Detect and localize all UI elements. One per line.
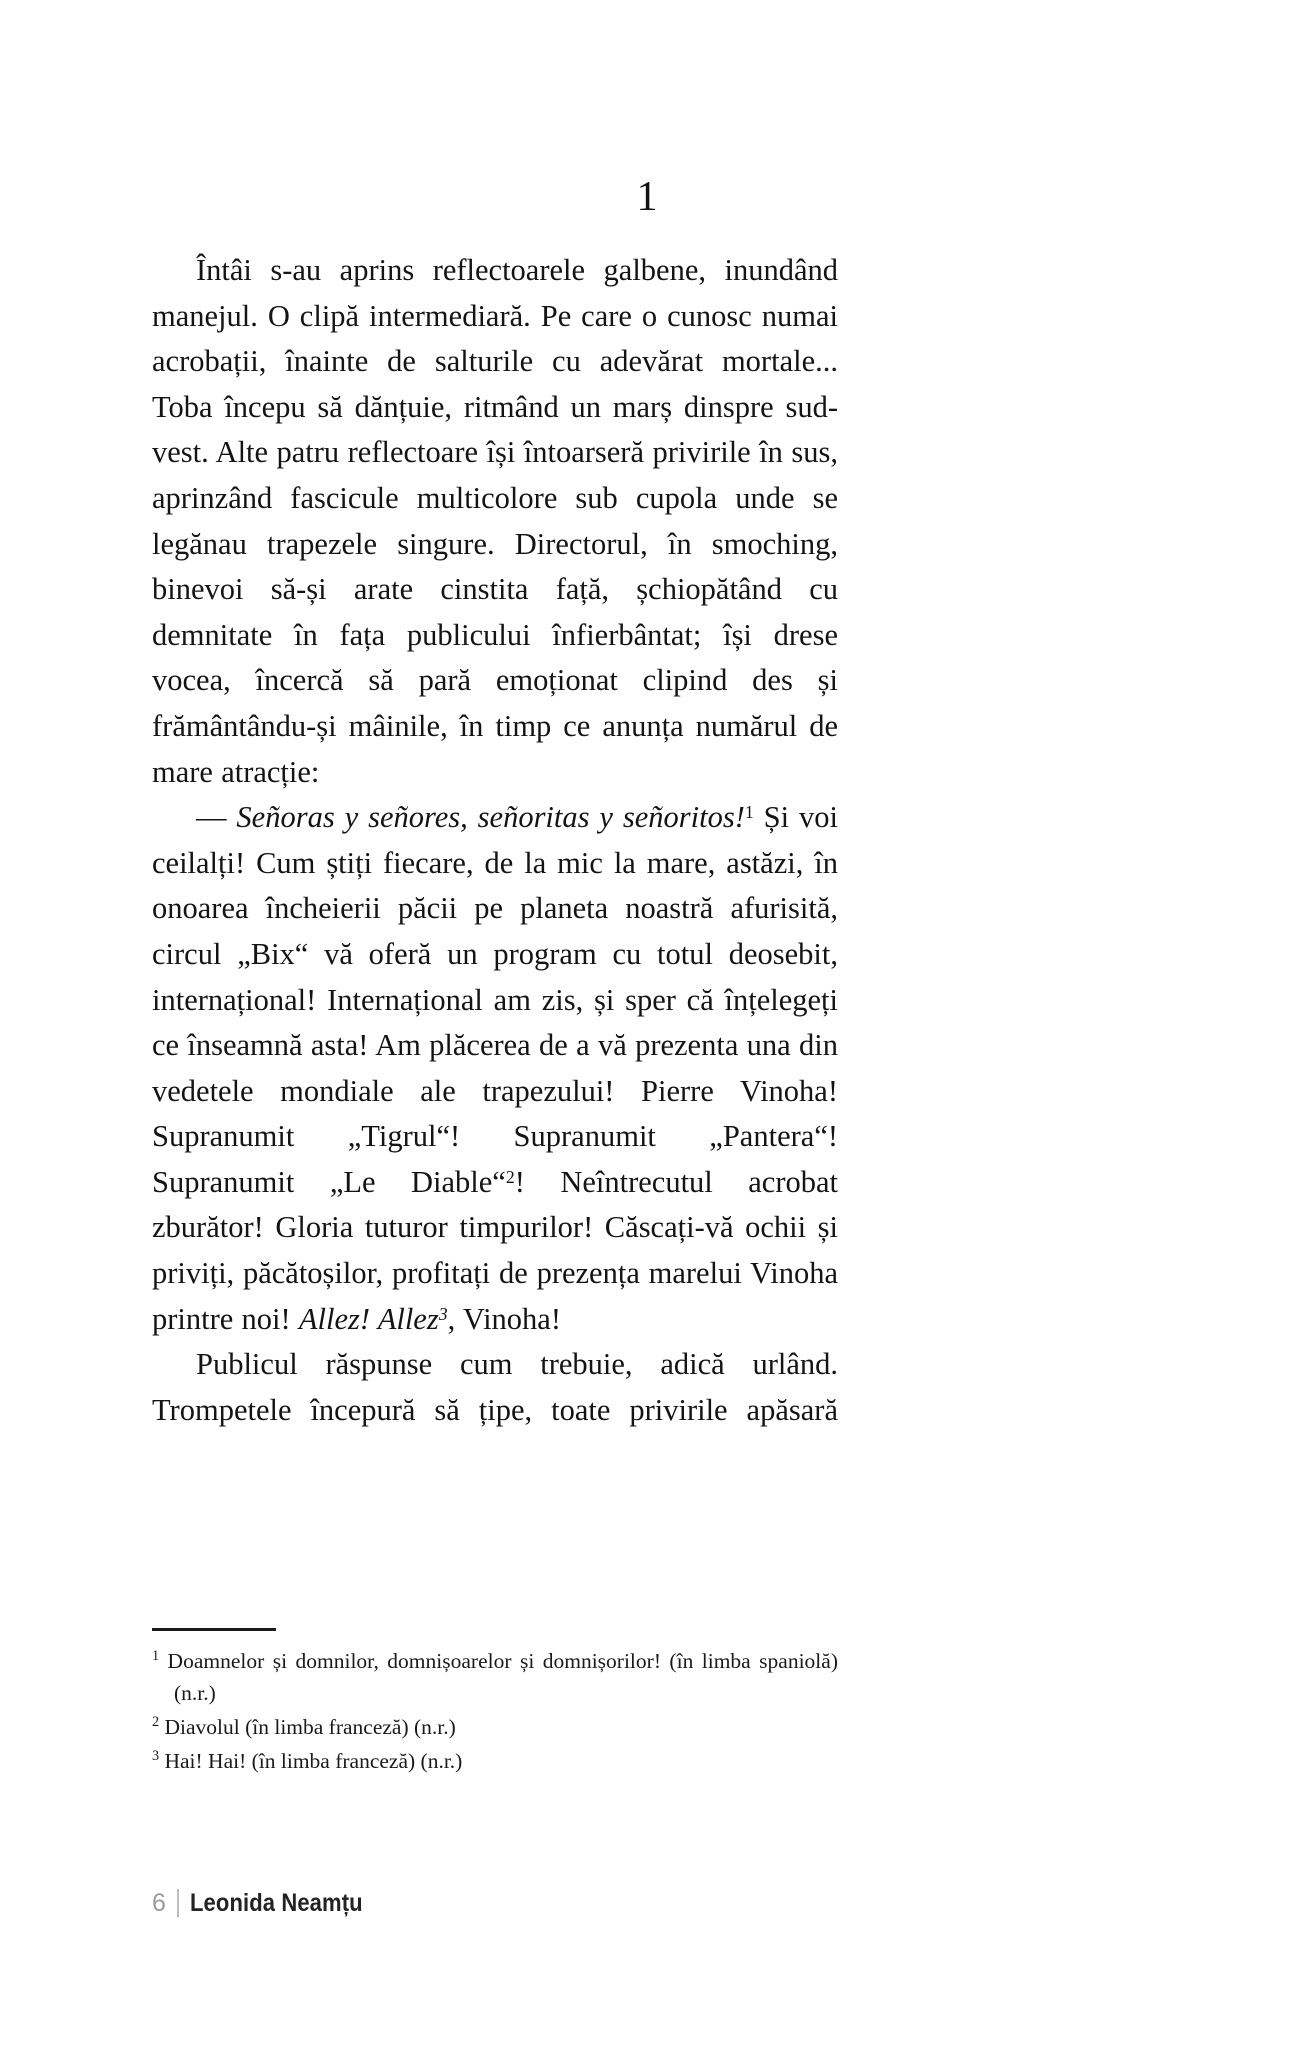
footnote-text: Hai! Hai! (în limba franceză) (n.r.) bbox=[164, 1749, 463, 1773]
paragraph-2 bbox=[152, 795, 838, 1342]
paragraph-2-text: Și voi ceilalți! Cum știți fiecare, de la mic la mare, astăzi, în onoarea încheierii păcii pe planeta noastră afurisită, circul „Bix“ vă oferă un program cu totul deosebit, internațional! Internațional am zis, și sper că înțelegeți ce înseamnă asta! Am plăcerea de a vă prezenta una din vedetele mondiale ale trapezului! Pierre Vinoha! Supranumit „Tigrul“! Supranumit „Pantera“! Supranumit „Le Diable“ bbox=[152, 800, 838, 1199]
spanish-greeting-italic: Señoras y señores, señoritas y señoritos! bbox=[236, 800, 745, 835]
paragraph-1-text: Întâi s-au aprins reflectoarele galbene, inundând manejul. O clipă intermediară. Pe care o cunosc numai acrobații, înainte de salturile cu adevărat mortale... Toba începu să dănțuie, ritmând un marș dinspre sud-vest. Alte patru reflectoare își întoarseră privirile în sus, aprinzând fascicule multicolore sub cupola unde se legănau trapezele singure. Directorul, în smoching, binevoi să-și arate cinstita față, șchiopătând cu demnitate în fața publicului înfierbântat; își drese vocea, încercă să pară emoționat clipind des și frământându-și mâinile, în timp ce anunța numărul de mare atracție: bbox=[152, 253, 838, 789]
em-dash: — bbox=[196, 800, 227, 835]
author-name: Leonida Neamțu bbox=[190, 1889, 363, 1917]
footnote-item bbox=[152, 1645, 838, 1709]
paragraph-2-text-tail: , Vinoha! bbox=[447, 1301, 561, 1336]
footnote-number: 3 bbox=[152, 1748, 160, 1765]
footnote-number: 1 bbox=[152, 1648, 160, 1665]
footnote-separator-rule bbox=[152, 1628, 276, 1631]
footnote-marker-3[interactable]: 3 bbox=[438, 1303, 448, 1324]
body-text-column bbox=[152, 248, 838, 1479]
footnote-number: 2 bbox=[152, 1714, 160, 1731]
footnotes-section bbox=[152, 1628, 838, 1779]
page-footer bbox=[152, 1888, 386, 1918]
paragraph-3-text: Publicul răspunse cum trebuie, adică urlând. Trompetele începură să țipe, toate privirile apăsară bbox=[152, 1347, 838, 1427]
footnote-text: Doamnelor și domnilor, domnișoarelor și domnișorilor! (în limba spaniolă) (n.r.) bbox=[167, 1649, 838, 1705]
paragraph-2-text-continued: ! Neîntrecutul acrobat zburător! Gloria tuturor timpurilor! Căscați-vă ochii și priviți, păcătoșilor, profitați de prezența marelui Vinoha printre noi! bbox=[152, 1164, 838, 1336]
footnote-item bbox=[152, 1745, 838, 1777]
page-number: 6 bbox=[152, 1889, 167, 1917]
footnote-marker-2[interactable]: 2 bbox=[505, 1166, 515, 1187]
paragraph-3 bbox=[152, 1342, 838, 1479]
chapter-number: 1 bbox=[636, 174, 658, 220]
footnote-item bbox=[152, 1711, 838, 1743]
allez-italic: Allez! Allez bbox=[298, 1301, 439, 1336]
footnote-text: Diavolul (în limba franceză) (n.r.) bbox=[164, 1715, 456, 1739]
paragraph-1 bbox=[152, 248, 838, 795]
footer-divider bbox=[177, 1889, 179, 1917]
footnote-marker-1[interactable]: 1 bbox=[744, 801, 754, 822]
